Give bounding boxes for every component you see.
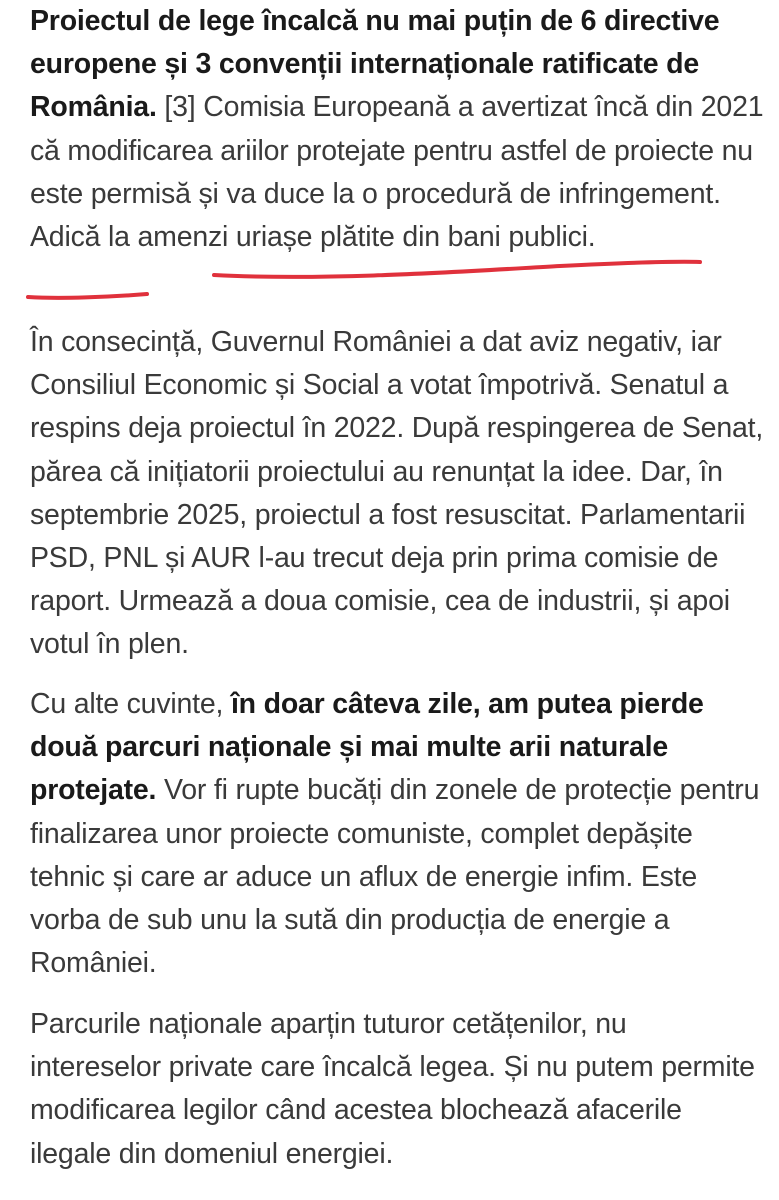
paragraph-consequences-lead: Cu alte cuvinte, (30, 688, 231, 720)
paragraph-government-response (30, 321, 764, 667)
paragraph-conclusion (30, 1003, 764, 1176)
paragraph-government-response-text: În consecință, Guvernul României a dat aviz negativ, iar Consiliul Economic și Social a votat împotrivă. Senatul a respins deja proiectul în 2022. După respingerea de Senat, părea că inițiatorii proiectului au renunțat la idee. Dar, în septembrie 2025, proiectul a fost resuscitat. Parlamentarii PSD, PNL și AUR l-au trecut deja prin prima comisie de raport. Urmează a doua comisie, cea de industrii, și apoi votul în plen. (30, 326, 764, 661)
paragraph-infringement (30, 0, 764, 259)
paragraph-conclusion-text: Parcurile naționale aparțin tuturor cetățenilor, nu intereselor private care încalcă legea. Și nu putem permite modificarea legilor când acestea blochează afacerile ilegale din domeniul energiei. (30, 1008, 755, 1170)
bold-statement-parks: în doar câteva zile, am putea pierde două parcuri naționale și mai multe arii naturale protejate. (30, 688, 704, 807)
bold-statement-directives: Proiectul de lege încalcă nu mai puțin de 6 directive europene și 3 convenții internaționale ratificate de România. (30, 5, 720, 124)
paragraph-consequences-text: Vor fi rupte bucăți din zonele de protecție pentru finalizarea unor proiecte comuniste, complet depășite tehnic și care ar aduce un aflux de energie infim. Este vorba de sub unu la sută din producția de energie a României. (30, 774, 760, 980)
paragraph-consequences (30, 683, 764, 985)
underline-stroke-1 (214, 262, 700, 277)
paragraph-infringement-text: [3] Comisia Europeană a avertizat încă din 2021 că modificarea ariilor protejate pentru astfel de proiecte nu este permisă și va duce la o procedură de infringement. Adică la amenzi uriașe plătite din bani publici. (30, 91, 764, 254)
underline-stroke-2 (28, 294, 147, 298)
